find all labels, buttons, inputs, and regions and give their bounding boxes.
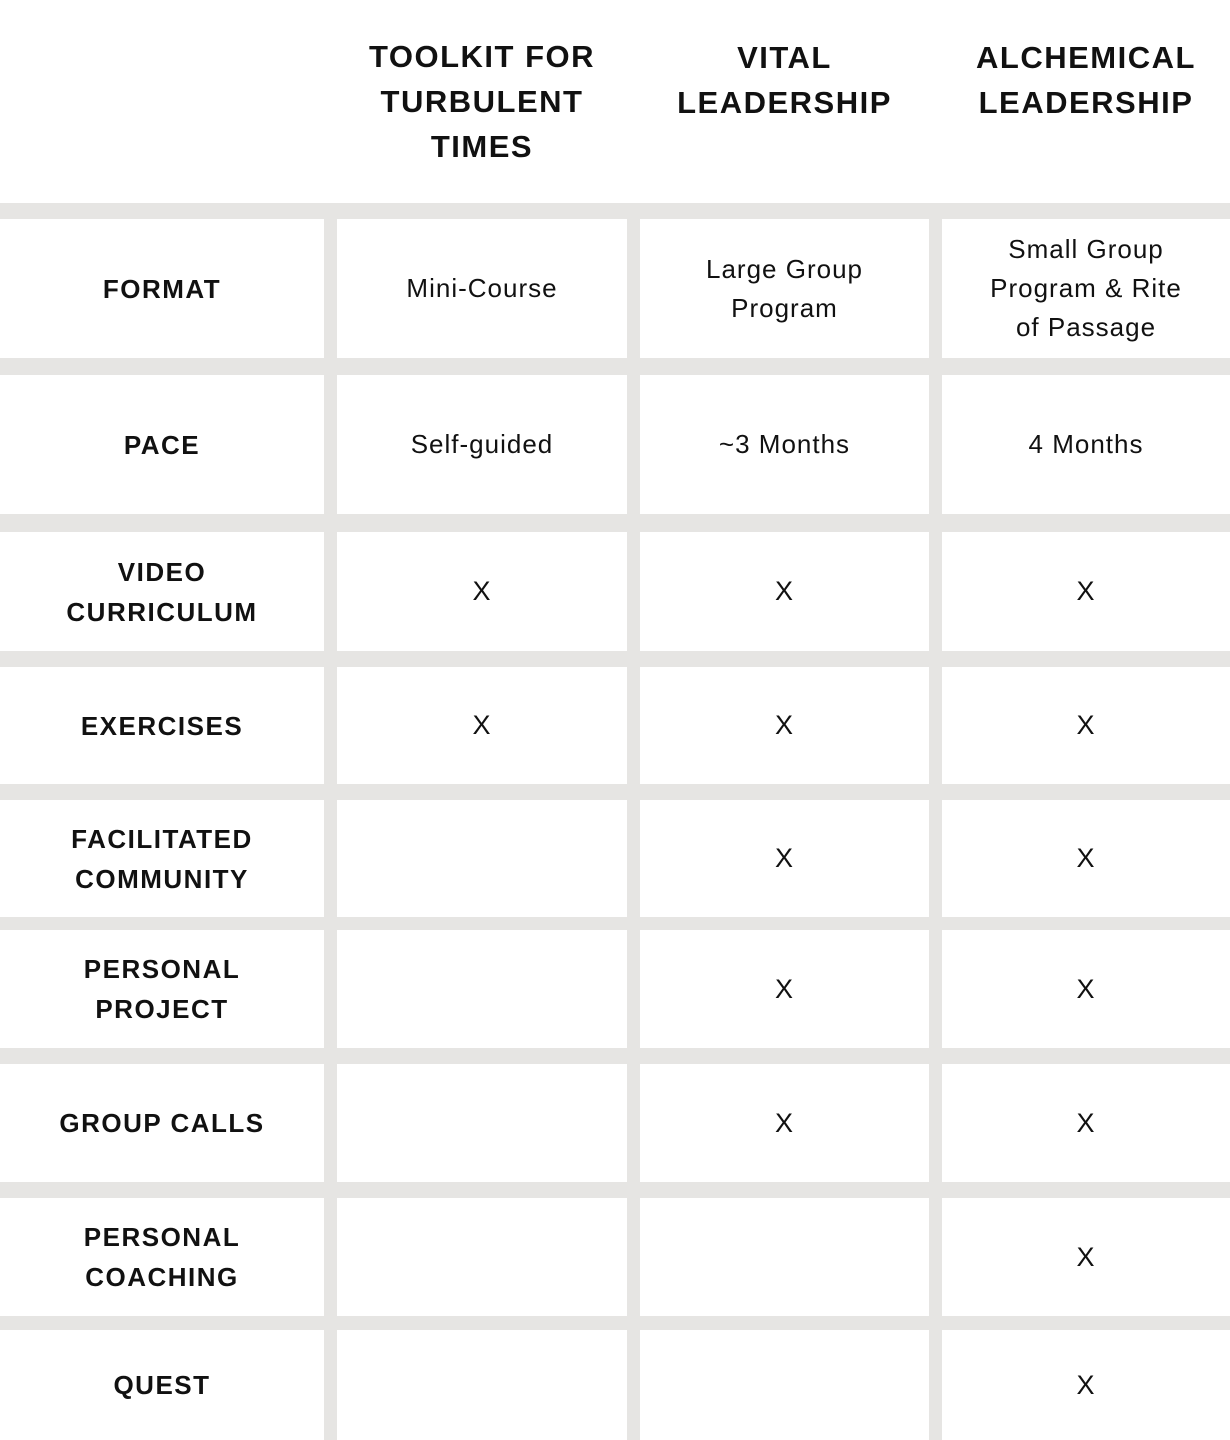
row-label: VIDEO CURRICULUM: [66, 556, 258, 627]
table-cell: [337, 219, 627, 358]
row-label: FACILITATED COMMUNITY: [71, 823, 253, 894]
table-cell: [942, 800, 1230, 917]
row-divider: [0, 1048, 1230, 1064]
row-label: QUEST: [113, 1370, 211, 1400]
included-mark: X: [774, 576, 794, 606]
column-header-label: ALCHEMICAL LEADERSHIP: [976, 40, 1196, 120]
included-mark: X: [774, 973, 794, 1004]
cell-value: ~3 Months: [718, 429, 851, 459]
column-header-toolkit: [337, 0, 627, 203]
row-label-cell: [0, 375, 324, 514]
included-mark: X: [1076, 1369, 1096, 1400]
table-cell: [337, 667, 627, 784]
row-label-cell: [0, 800, 324, 917]
included-mark: X: [1076, 973, 1096, 1004]
cell-value: Large Group Program: [706, 253, 863, 323]
row-label-cell: [0, 219, 324, 358]
row-divider: [0, 203, 1230, 219]
table-cell: [337, 532, 627, 651]
cell-value: Self-guided: [410, 429, 554, 459]
cell-value: Mini-Course: [406, 273, 558, 303]
table-cell: [640, 532, 929, 651]
included-mark: X: [1076, 1107, 1096, 1138]
row-divider: [0, 917, 1230, 930]
row-label: EXERCISES: [80, 710, 244, 741]
included-mark: X: [472, 710, 492, 740]
row-divider: [0, 1316, 1230, 1330]
table-cell: [640, 667, 929, 784]
row-label-cell: [0, 667, 324, 784]
cell-value: 4 Months: [1028, 429, 1144, 459]
row-label: FORMAT: [102, 273, 222, 304]
cell-value: Small Group Program & Rite of Passage: [990, 234, 1182, 342]
column-header-label: TOOLKIT FOR TURBULENT TIMES: [368, 39, 596, 164]
row-divider: [0, 784, 1230, 800]
included-mark: X: [774, 710, 794, 740]
table-cell: [942, 1330, 1230, 1440]
row-divider: [0, 651, 1230, 667]
included-mark: X: [774, 843, 794, 873]
table-cell: [337, 800, 627, 917]
table-cell: [942, 532, 1230, 651]
table-cell: [942, 1198, 1230, 1316]
table-cell: [640, 1064, 929, 1182]
included-mark: X: [1076, 1241, 1096, 1272]
table-cell: [640, 930, 929, 1048]
row-divider: [0, 514, 1230, 532]
table-cell: [337, 930, 627, 1048]
included-mark: X: [1076, 576, 1096, 606]
table-cell: [942, 219, 1230, 358]
row-label-cell: [0, 1330, 324, 1440]
column-header-vital: [640, 0, 929, 160]
table-cell: [942, 375, 1230, 514]
included-mark: X: [472, 576, 492, 606]
table-cell: [640, 1330, 929, 1440]
included-mark: X: [774, 1107, 794, 1138]
row-label: PERSONAL PROJECT: [83, 954, 241, 1024]
table-cell: [942, 1064, 1230, 1182]
table-cell: [337, 375, 627, 514]
row-label-cell: [0, 1198, 324, 1316]
table-cell: [337, 1064, 627, 1182]
column-divider: [324, 203, 337, 1440]
column-header-label: VITAL LEADERSHIP: [677, 40, 892, 120]
column-divider: [627, 203, 640, 1440]
included-mark: X: [1076, 843, 1096, 873]
table-cell: [640, 219, 929, 358]
included-mark: X: [1076, 710, 1096, 740]
table-cell: [640, 375, 929, 514]
table-cell: [337, 1330, 627, 1440]
row-divider: [0, 358, 1230, 375]
table-cell: [640, 800, 929, 917]
row-label: GROUP CALLS: [59, 1108, 265, 1138]
table-cell: [640, 1198, 929, 1316]
table-cell: [942, 930, 1230, 1048]
row-label-cell: [0, 532, 324, 651]
row-label: PACE: [123, 429, 201, 460]
row-divider: [0, 1182, 1230, 1198]
table-cell: [337, 1198, 627, 1316]
column-header-alchemical: [942, 0, 1230, 160]
table-cell: [942, 667, 1230, 784]
row-label-cell: [0, 930, 324, 1048]
row-label-cell: [0, 1064, 324, 1182]
column-divider: [929, 203, 942, 1440]
row-label: PERSONAL COACHING: [83, 1222, 241, 1292]
